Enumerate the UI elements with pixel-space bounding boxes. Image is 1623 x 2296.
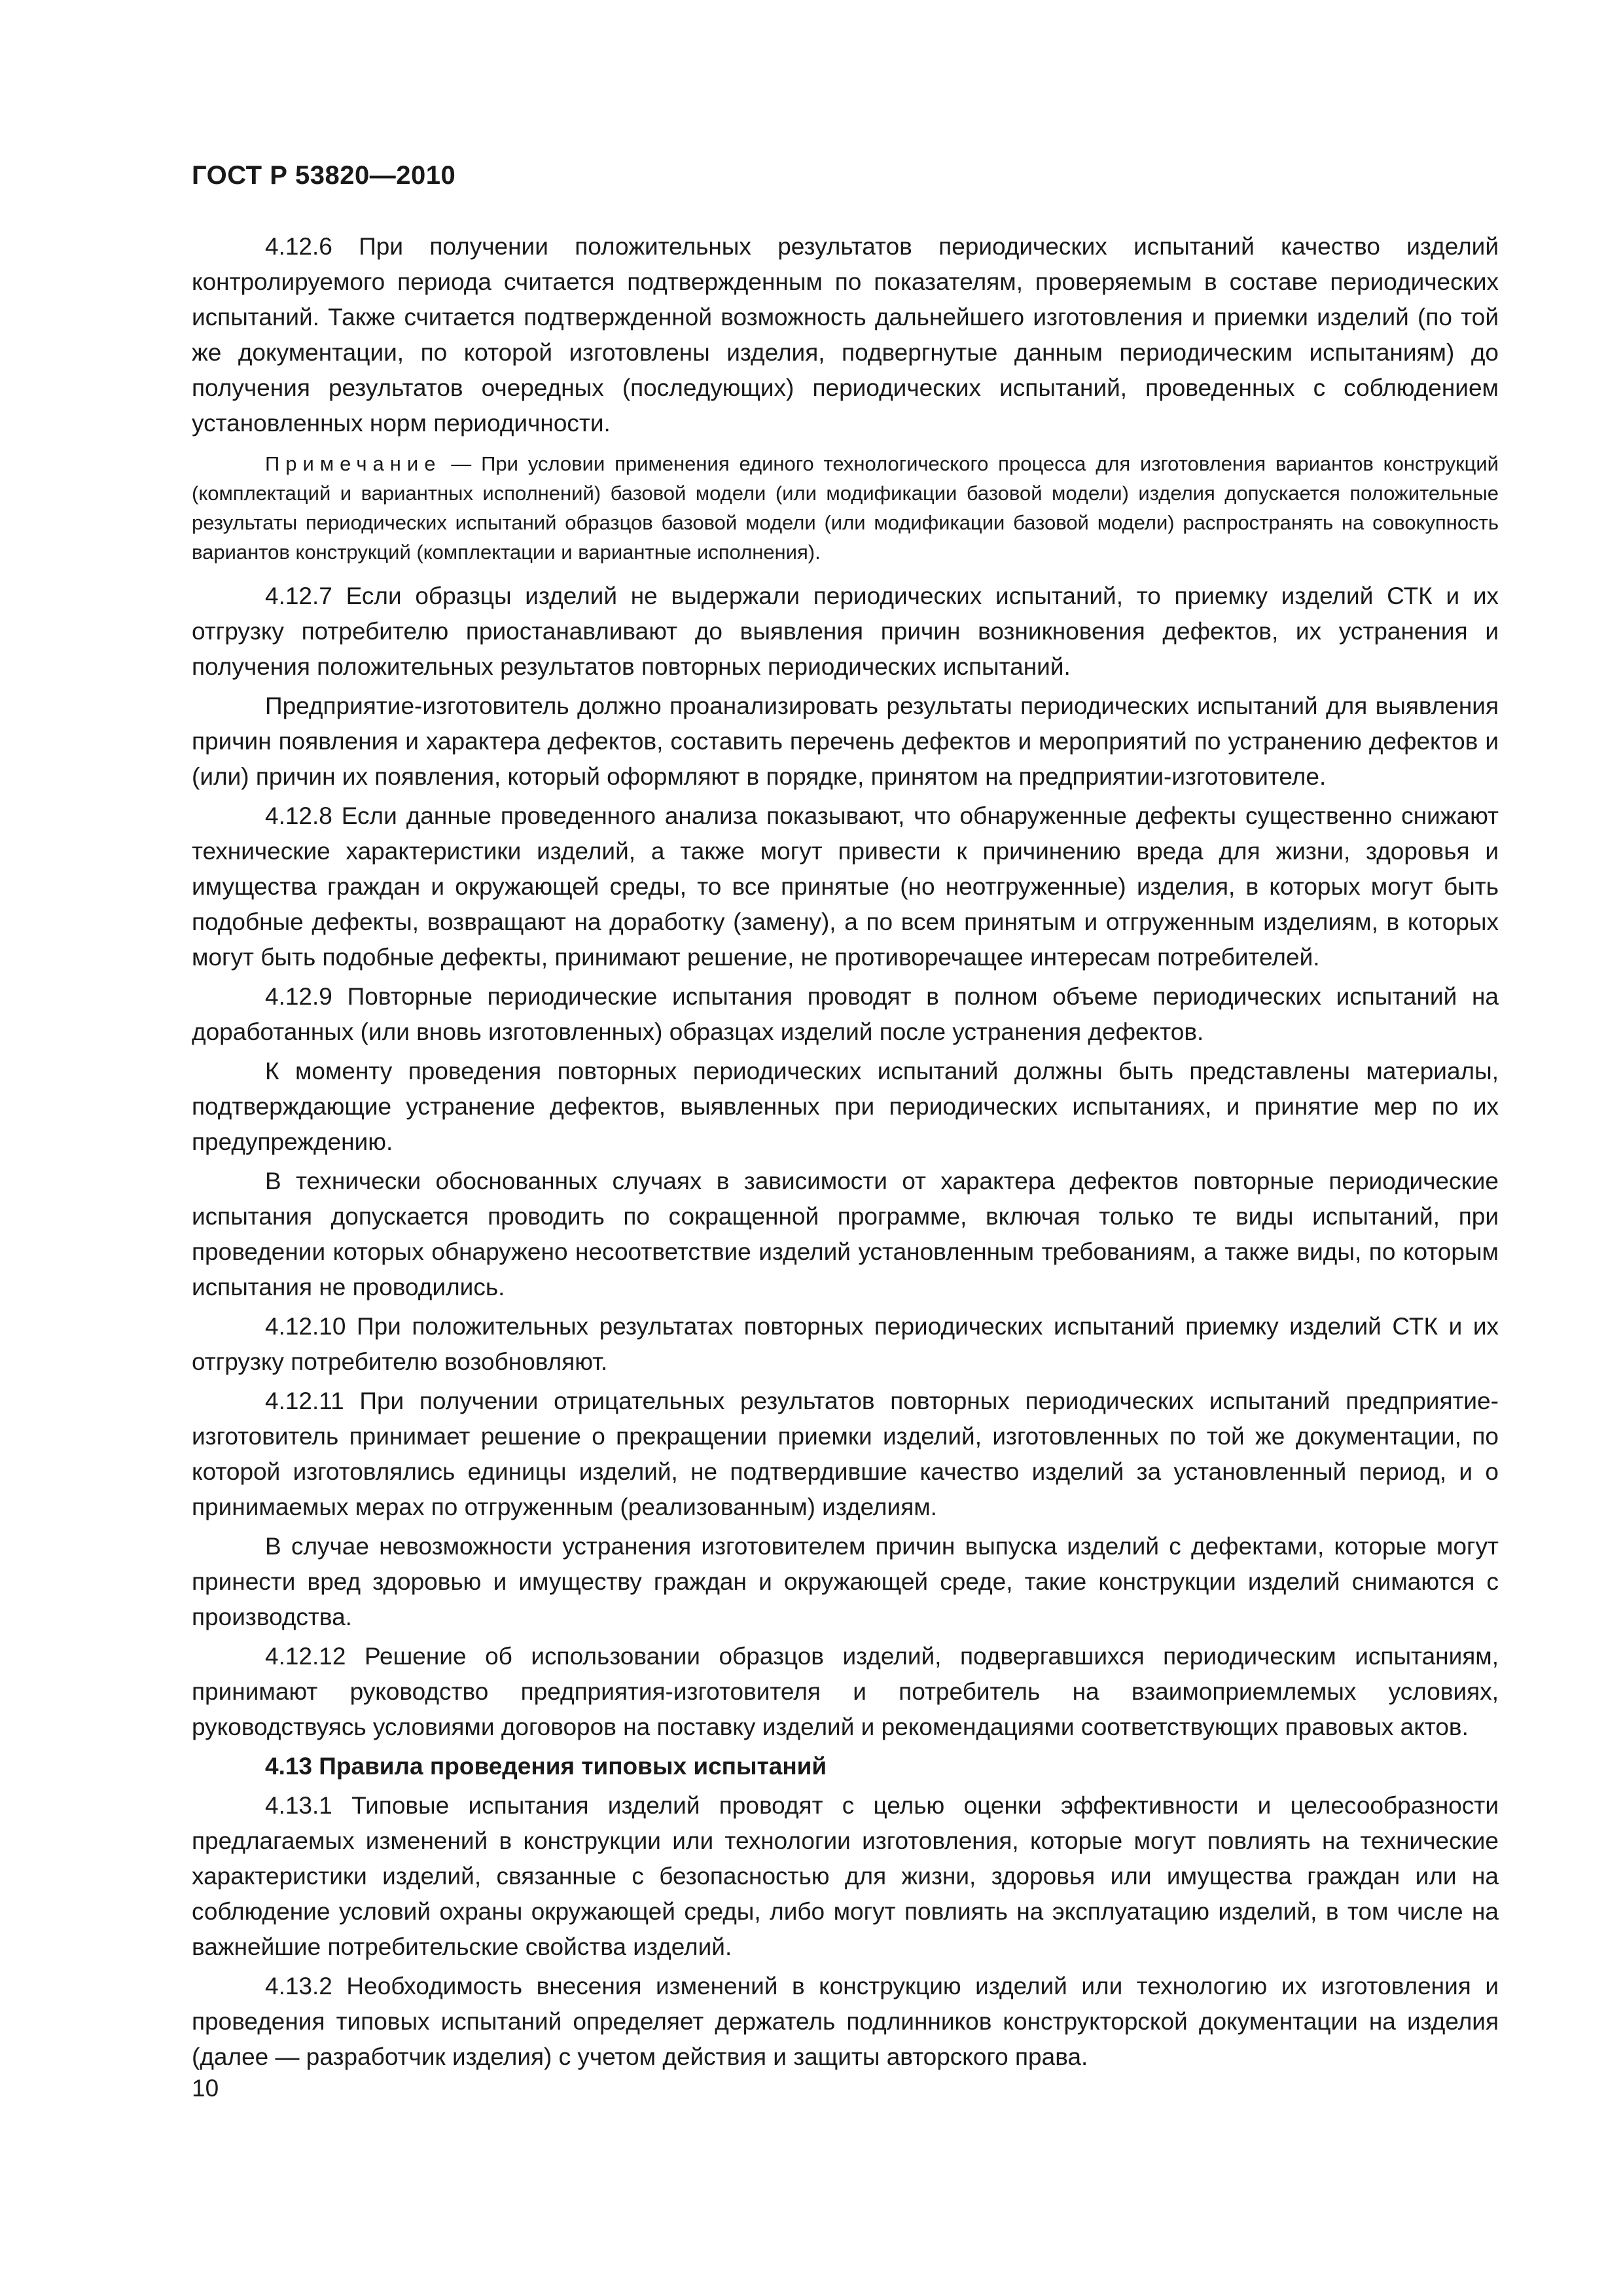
note-text: — При условии применения единого технологического процесса для изготовления вариантов конструкций (комплектаций и вариантных исполнений) базовой модели (или модификации базовой модели) изделия допускается положительные результаты периодических испытаний образцов базовой модели (или модификации базовой модели) распространять на совокупность вариантов конструкций (комплектации и вариантные исполнения). bbox=[192, 452, 1499, 564]
document-header: ГОСТ Р 53820—2010 bbox=[192, 161, 456, 190]
paragraph-4-13-2: 4.13.2 Необходимость внесения изменений в конструкцию изделий или технологию их изготовления и проведения типовых испытаний определяет держатель подлинников конструкторской документации на изделия (далее — разработчик изделия) с учетом действия и защиты авторского права. bbox=[192, 1973, 1499, 2070]
paragraph-4-12-7-continued: Предприятие-изготовитель должно проанализировать результаты периодических испытаний для выявления причин появления и характера дефектов, составить перечень дефектов и мероприятий по устранению дефектов и (или) причин их появления, который оформляют в порядке, принятом на предприятии-изготовителе. bbox=[192, 692, 1499, 790]
paragraph-4-12-12: 4.12.12 Решение об использовании образцов изделий, подвергавшихся периодическим испытаниям, принимают руководство предприятия-изготовителя и потребитель на взаимоприемлемых условиях, руководствуясь условиями договоров на поставку изделий и рекомендациями соответствующих правовых актов. bbox=[192, 1643, 1499, 1740]
document-body bbox=[192, 229, 1499, 2079]
paragraph-4-12-8: 4.12.8 Если данные проведенного анализа показывают, что обнаруженные дефекты существенно снижают технические характеристики изделий, а также могут привести к причинению вреда для жизни, здоровья и имущества граждан и окружающей среды, то все принятые (но неотгруженные) изделия, в которых могут быть подобные дефекты, возвращают на доработку (замену), а по всем принятым и отгруженным изделиям, в которых могут быть подобные дефекты, принимают решение, не противоречащее интересам потребителей. bbox=[192, 802, 1499, 971]
paragraph-4-12-7: 4.12.7 Если образцы изделий не выдержали периодических испытаний, то приемку изделий СТК и их отгрузку потребителю приостанавливают до выявления причин возникновения дефектов, их устранения и получения положительных результатов повторных периодических испытаний. bbox=[192, 583, 1499, 680]
paragraph-4-12-6: 4.12.6 При получении положительных результатов периодических испытаний качество изделий контролируемого периода считается подтвержденным по показателям, проверяемым в составе периодических испытаний. Также считается подтвержденной возможность дальнейшего изготовления и приемки изделий (по той же документации, по которой изготовлены изделия, подвергнутые данным периодическим испытаниям) до получения результатов очередных (последующих) периодических испытаний, проведенных с соблюдением установленных норм периодичности. bbox=[192, 233, 1499, 437]
paragraph-4-13-1: 4.13.1 Типовые испытания изделий проводят с целью оценки эффективности и целесообразности предлагаемых изменений в конструкции или технологии изготовления, которые могут повлиять на технические характеристики изделий, связанные с безопасностью для жизни, здоровья или имущества граждан или на соблюдение условий охраны окружающей среды, либо могут повлиять на эксплуатацию изделий, в том числе на важнейшие потребительские свойства изделий. bbox=[192, 1792, 1499, 1960]
note-paragraph bbox=[192, 449, 1499, 567]
page-number: 10 bbox=[192, 2075, 219, 2102]
note-label: Примечание bbox=[265, 452, 442, 475]
paragraph-4-12-11-continued: В случае невозможности устранения изготовителем причин выпуска изделий с дефектами, которые могут принести вред здоровью и имуществу граждан и окружающей среде, такие конструкции изделий снимаются с производства. bbox=[192, 1533, 1499, 1630]
paragraph-4-12-9-continued: К моменту проведения повторных периодических испытаний должны быть представлены материалы, подтверждающие устранение дефектов, выявленных при периодических испытаниях, и принятие мер по их предупреждению. bbox=[192, 1058, 1499, 1155]
paragraph-4-12-9-exceptions: В технически обоснованных случаях в зависимости от характера дефектов повторные периодические испытания допускается проводить по сокращенной программе, включая только те виды испытаний, при проведении которых обнаружено несоответствие изделий установленным требованиям, а также виды, по которым испытания не проводились. bbox=[192, 1168, 1499, 1300]
paragraph-4-12-9: 4.12.9 Повторные периодические испытания проводят в полном объеме периодических испытаний на доработанных (или вновь изготовленных) образцах изделий после устранения дефектов. bbox=[192, 983, 1499, 1045]
paragraph-4-12-11: 4.12.11 При получении отрицательных результатов повторных периодических испытаний предприятие-изготовитель принимает решение о прекращении приемки изделий, изготовленных по той же документации, по которой изготовлялись единицы изделий, не подтвердившие качество изделий за установленный период, и о принимаемых мерах по отгруженным (реализованным) изделиям. bbox=[192, 1388, 1499, 1520]
paragraph-4-12-10: 4.12.10 При положительных результатах повторных периодических испытаний приемку изделий СТК и их отгрузку потребителю возобновляют. bbox=[192, 1313, 1499, 1375]
section-heading-4-13: 4.13 Правила проведения типовых испытаний bbox=[265, 1753, 827, 1780]
